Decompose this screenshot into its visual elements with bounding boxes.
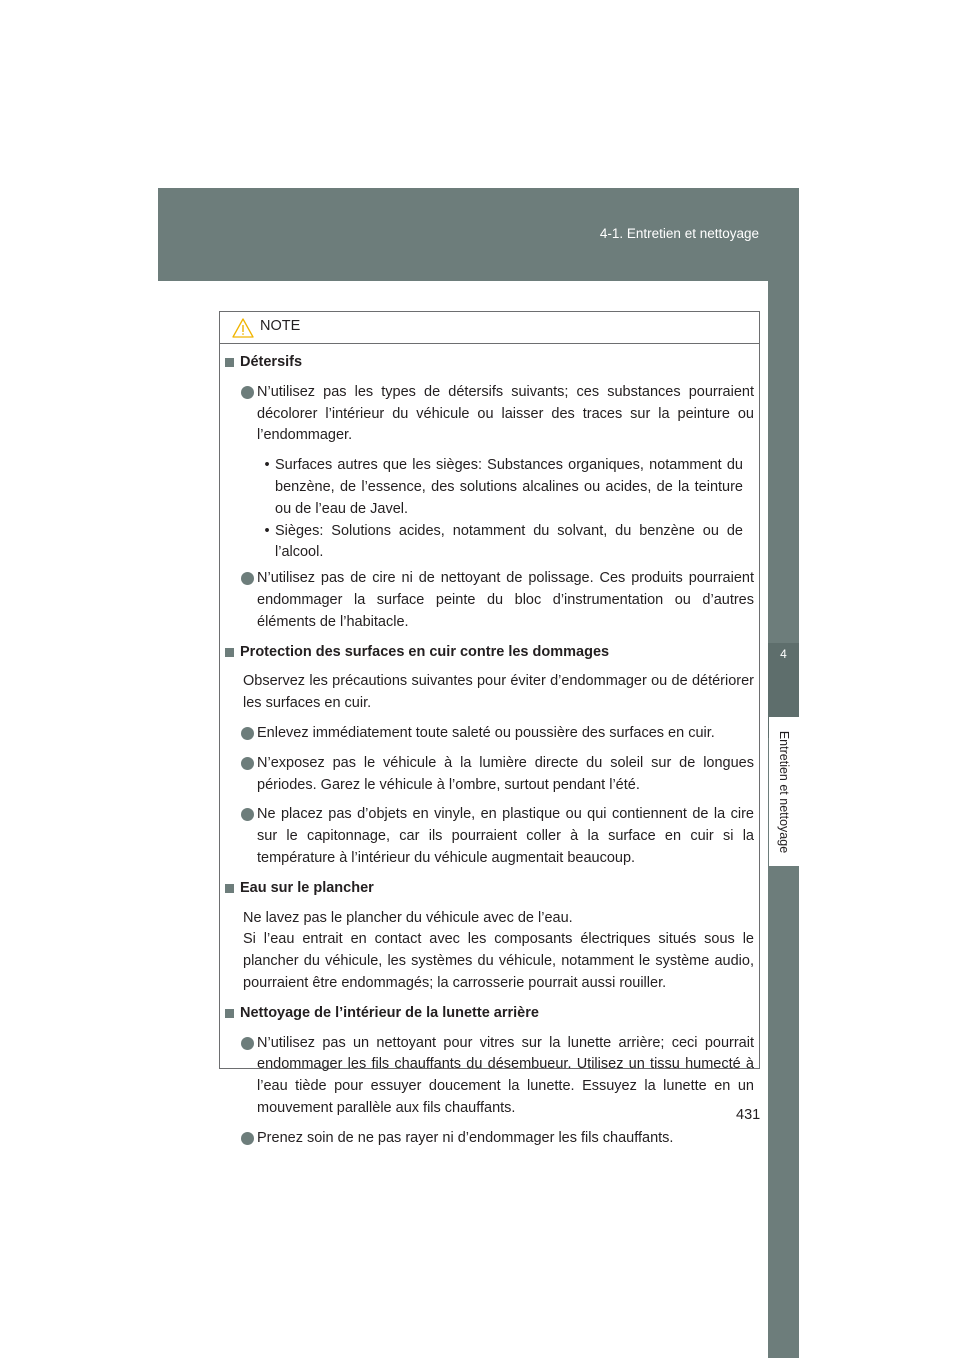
list-item: Ne placez pas d’objets en vinyle, en plastique ou qui contiennent de la cire sur le capitonnage, car ils pourraient coller à la surface en cuir si la température à l’intérieur du véhicule augmentait beaucoup. [241,804,754,869]
circle-bullet-icon [241,808,254,821]
paragraph: Observez les précautions suivantes pour éviter d’endommager ou de détériorer les surfaces en cuir. [243,673,754,712]
list-item: N’utilisez pas de cire ni de nettoyant de polissage. Ces produits pourraient endommager la surface peinte du bloc d’instrumentation ou d’autres éléments de l’habitacle. [241,568,754,633]
chapter-side-label [769,717,799,866]
page-number: 431 [736,1107,761,1123]
list-item: N’utilisez pas un nettoyant pour vitres sur la lunette arrière; ceci pourrait endommager les fils chauffants du désembueur. Utilisez un tissu humecté à l’eau tiède pour essuyer doucement la lunette. Essuyez la lunette en un mouvement parallèle aux fils chauffants. [241,1033,754,1120]
square-bullet-icon [225,1009,234,1018]
circle-bullet-icon [241,1037,254,1050]
circle-bullet-icon [241,727,254,740]
circle-bullet-icon [241,572,254,585]
square-bullet-icon [225,648,234,657]
note-title: NOTE [260,318,301,334]
dot-marker: • [264,522,270,539]
chapter-side-label-text: Entretien et nettoyage [777,730,791,853]
paragraph: Ne lavez pas le plancher du véhicule avec de l’eau. [243,909,573,926]
chapter-number: 4 [768,643,799,738]
paragraph: Si l’eau entrait en contact avec les composants électriques situés sous le plancher du véhicule, les systèmes du véhicule, notamment le système audio, pourraient être endommagés; la carrosserie pourrait aussi rouiller. [243,931,754,991]
list-item: N’utilisez pas les types de détersifs suivants; ces substances pourraient décolorer l’intérieur du véhicule ou laisser des traces sur la peinture ou l’endommager. [241,382,754,447]
circle-bullet-icon [241,1132,254,1145]
square-bullet-icon [225,884,234,893]
section-heading: Détersifs [225,352,754,374]
chapter-header [158,188,799,281]
list-item: Prenez soin de ne pas rayer ni d’endommager les fils chauffants. [241,1128,754,1150]
dot-marker: • [264,457,270,474]
header-title: 4-1. Entretien et nettoyage [599,226,759,241]
square-bullet-icon [225,358,234,367]
note-body [220,344,759,1150]
section-heading: Nettoyage de l’intérieur de la lunette arrière [225,1003,754,1025]
sub-list-item: • Sièges: Solutions acides, notamment du solvant, du benzène ou de l’alcool. [259,521,743,565]
note-header [220,312,759,344]
list-item: N’exposez pas le véhicule à la lumière directe du soleil sur de longues périodes. Garez le véhicule à l’ombre, surtout pendant l’été. [241,753,754,797]
section-heading: Protection des surfaces en cuir contre les dommages [225,642,754,664]
warning-triangle-icon [232,318,254,343]
section-heading: Eau sur le plancher [225,878,754,900]
list-item: Enlevez immédiatement toute saleté ou poussière des surfaces en cuir. [241,723,754,745]
sub-list-item: • Surfaces autres que les sièges: Substances organiques, notamment du benzène, de l’essence, des solutions alcalines ou acides, de la teinture ou de l’eau de Javel. [259,455,743,520]
circle-bullet-icon [241,757,254,770]
circle-bullet-icon [241,386,254,399]
